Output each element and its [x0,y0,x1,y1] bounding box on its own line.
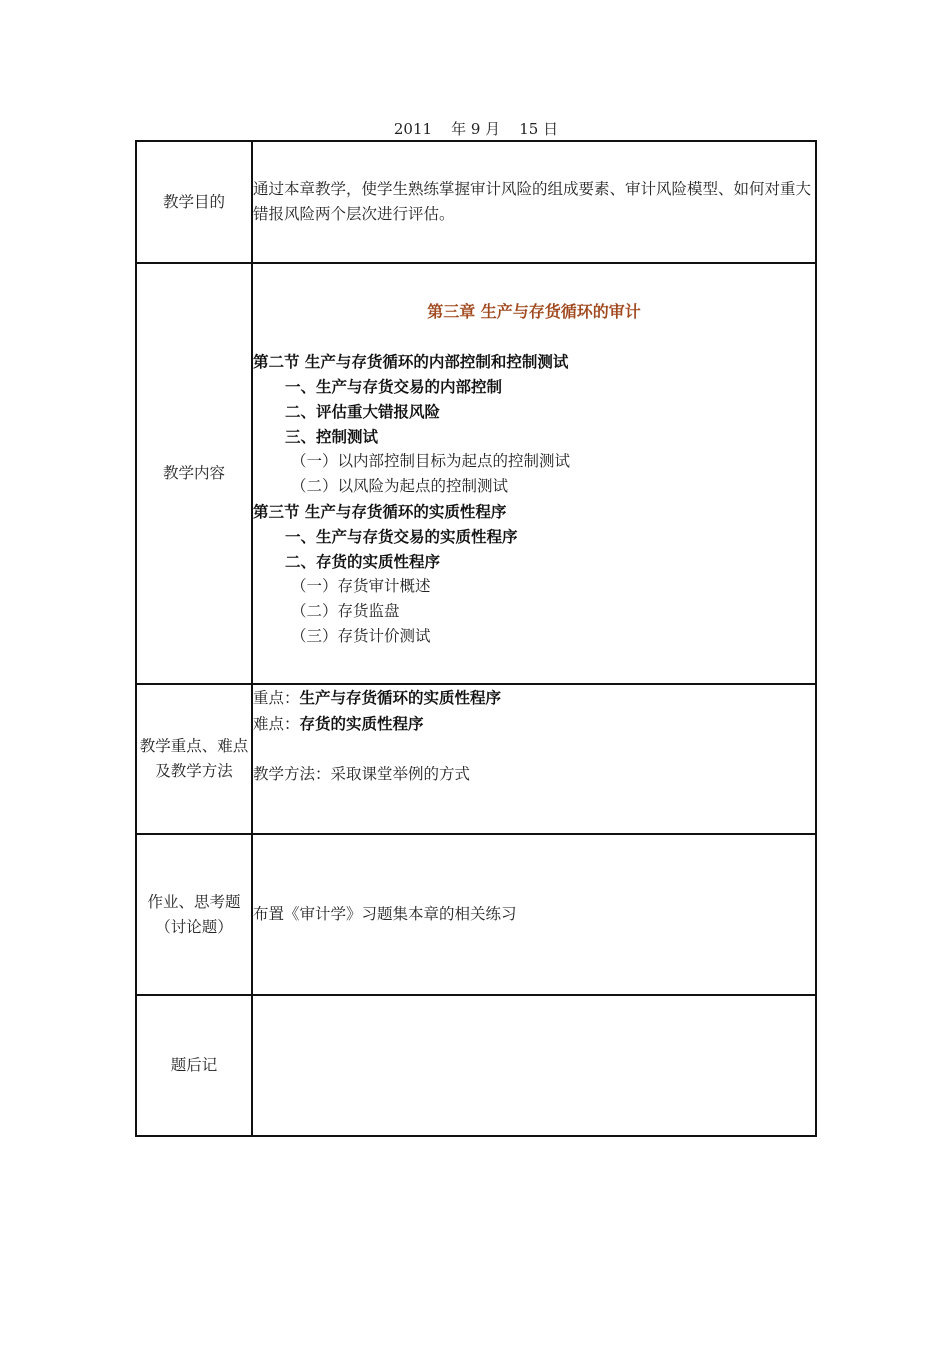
s3-subitem-3: （三）存货计价测试 [291,626,431,645]
label-notes: 题后记 [136,995,252,1136]
difficulty-text: 存货的实质性程序 [299,714,424,733]
s2-subitem-2: （二）以风险为起点的控制测试 [291,476,509,495]
key-point-text: 生产与存货循环的实质性程序 [299,688,502,707]
label-objective: 教学目的 [136,141,252,263]
lesson-plan-table [135,140,817,1137]
row-homework [136,834,816,995]
label-focus: 教学重点、难点及教学方法 [136,684,252,834]
content-cell [252,263,816,684]
s3-item-1: 一、生产与存货交易的实质性程序 [285,526,518,546]
spacer [253,737,815,762]
label-homework: 作业、思考题（讨论题） [136,834,252,995]
objective-text: 通过本章教学，使学生熟练掌握审计风险的组成要素、审计风险模型、如何对重大错报风险两个层次进行评估。 [252,141,816,263]
s2-item-2: 二、评估重大错报风险 [285,401,441,421]
row-content [136,263,816,684]
s3-subitem-1: （一）存货审计概述 [291,576,431,595]
key-point-line [253,685,815,711]
key-point-prefix: 重点： [253,689,300,707]
s2-subitem-1: （一）以内部控制目标为起点的控制测试 [291,451,571,470]
method-text: 教学方法：采取课堂举例的方式 [253,765,471,783]
notes-text [252,995,816,1136]
s2-item-1: 一、生产与存货交易的内部控制 [285,376,503,396]
homework-text: 布置《审计学》习题集本章的相关练习 [252,834,816,995]
difficulty-line [253,711,815,737]
label-content: 教学内容 [136,263,252,684]
row-focus [136,684,816,834]
s3-subitem-2: （二）存货监盘 [291,601,400,620]
row-notes [136,995,816,1136]
section-3-heading: 第三节 生产与存货循环的实质性程序 [253,501,507,521]
date-line: 2011 年 9 月 15 日 [393,120,559,138]
difficulty-prefix: 难点： [253,715,300,733]
s2-item-3: 三、控制测试 [285,426,379,446]
chapter-title: 第三章 生产与存货循环的审计 [427,301,641,321]
s3-item-2: 二、存货的实质性程序 [285,551,441,571]
section-2-heading: 第二节 生产与存货循环的内部控制和控制测试 [253,351,569,371]
row-objective [136,141,816,263]
focus-cell [252,684,816,834]
